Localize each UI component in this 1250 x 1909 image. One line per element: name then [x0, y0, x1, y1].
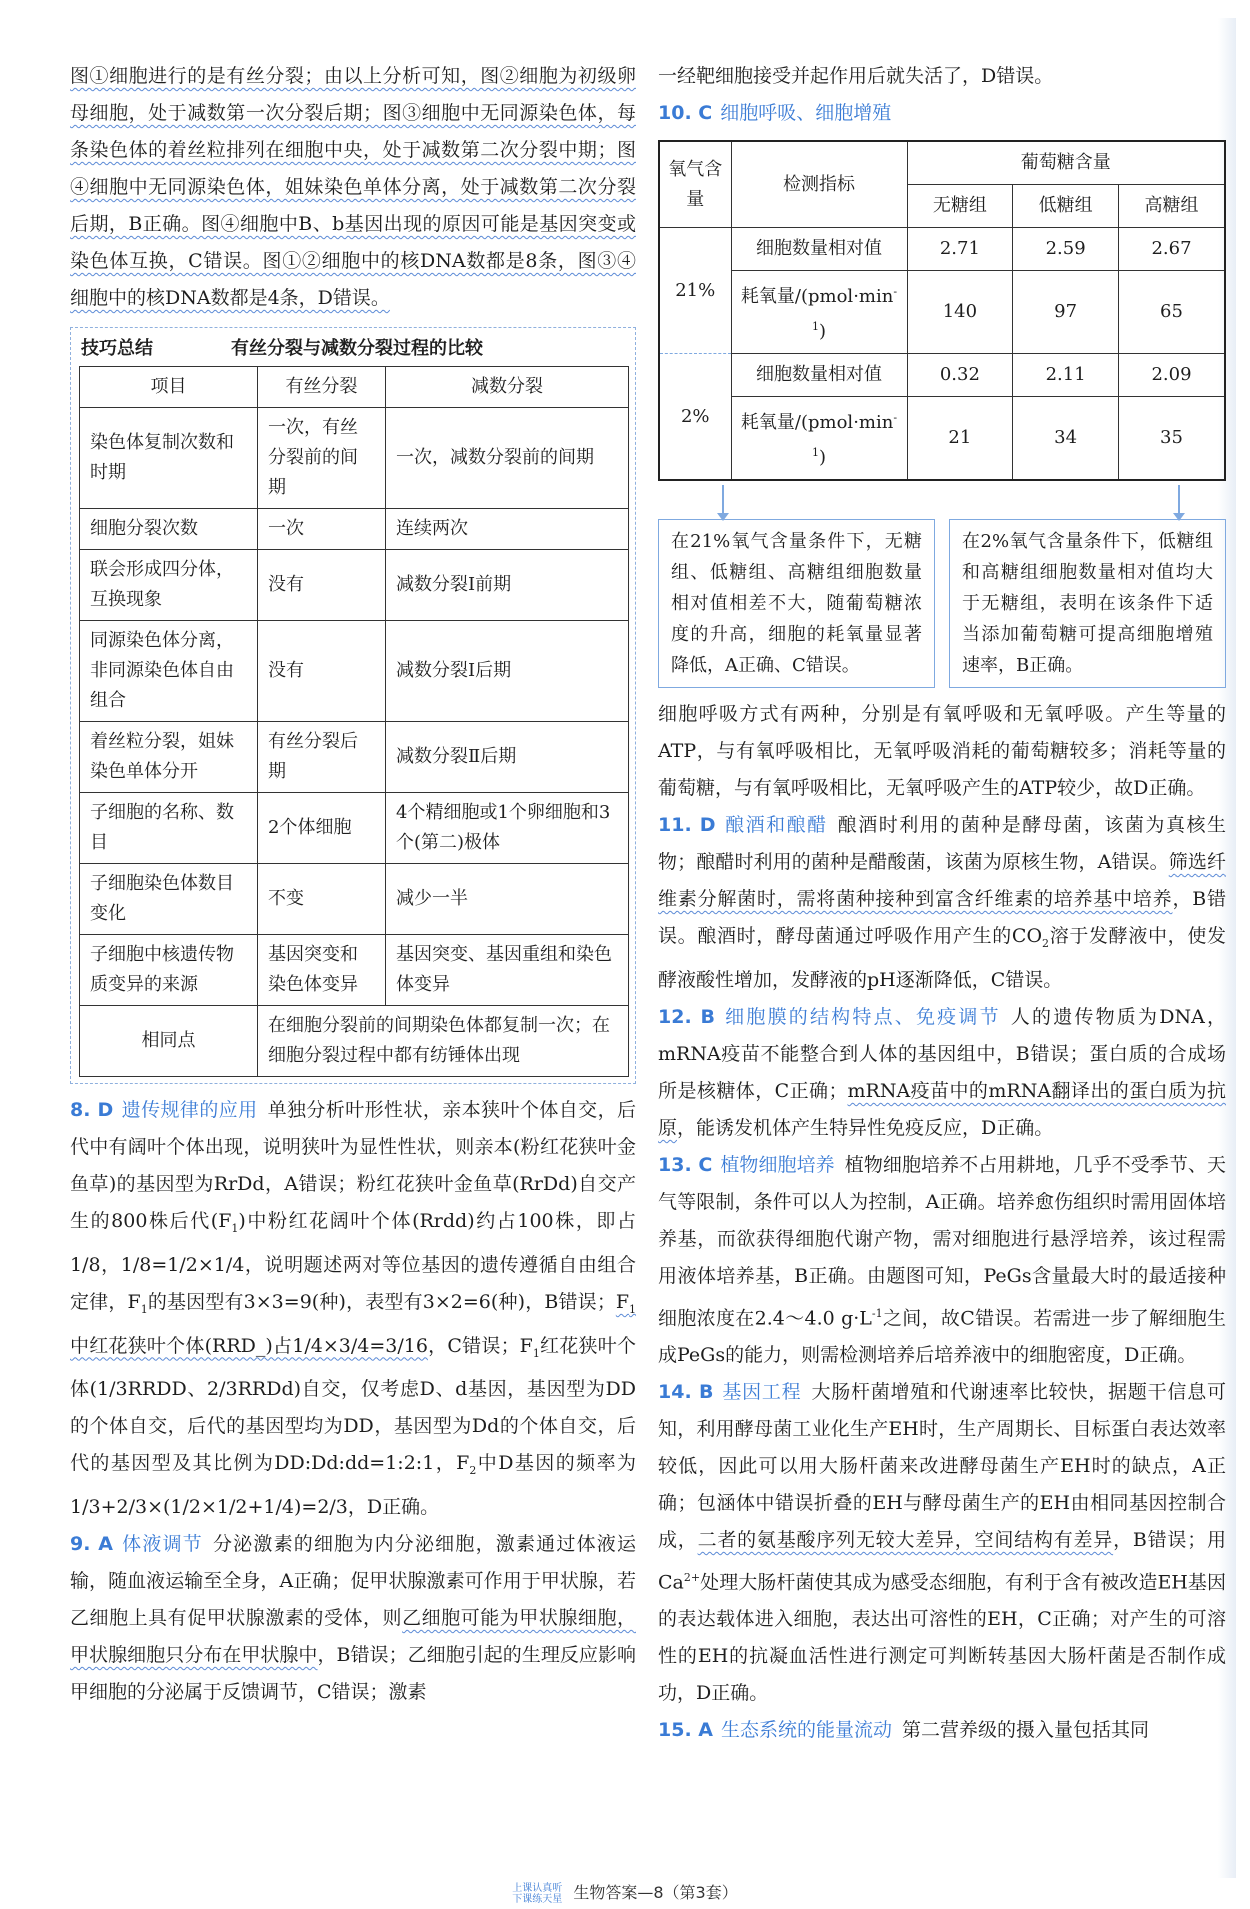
arrow-icon [1178, 485, 1180, 515]
table-row-same [80, 1006, 629, 1077]
table-cell: 子细胞的名称、数目 [80, 793, 258, 864]
metric-cell [731, 397, 907, 481]
q14-text: 大肠杆菌增殖和代谢速率比较快，据题干信息可知，利用酵母菌工业化生产EH时，生产周期长、目标蛋白表达效率较低，因此可以用大肠杆菌来改进酵母菌生产EH时的缺点，A正确；包涵体中错误折叠的EH与酵母菌生产的EH由相同基因控制合成， [658, 1381, 1226, 1552]
table-cell: 基因突变、基因重组和染色体变异 [386, 935, 629, 1006]
table-cell: 同源染色体分离，非同源染色体自由组合 [80, 621, 258, 722]
header-glucose: 葡萄糖含量 [907, 141, 1225, 185]
metric-cell: 细胞数量相对值 [731, 354, 907, 397]
table-cell: 一次，有丝分裂前的间期 [258, 408, 386, 509]
header-group: 无糖组 [907, 185, 1013, 228]
value-cell: 140 [907, 271, 1013, 354]
value-cell: 2.11 [1013, 354, 1119, 397]
q11-topic: 酿酒和酿醋 [723, 814, 828, 836]
q14-label: 14. B [658, 1381, 714, 1404]
q12-text: ，能诱发机体产生特异性免疫反应，D正确。 [677, 1116, 1054, 1139]
table-cell: 染色体复制次数和时期 [80, 408, 258, 509]
tips-box [70, 327, 636, 1084]
value-cell: 2.71 [907, 228, 1013, 271]
page-number: 生物答案—8（第3套） [573, 1883, 738, 1902]
table-cell: 减少一半 [386, 864, 629, 935]
q8-text: 红花狭叶个体(1/3RRDD、2/3RRDd)自交，仅考虑D、d基因，基因型为DD的个体自交，后代的基因型均为DD，基因型为Dd的个体自交，后代的基因型及其比例为DD:Dd:dd=1:2:1，F [70, 1334, 636, 1475]
header-item: 项目 [80, 367, 258, 408]
answer-q12 [658, 999, 1226, 1147]
q8-text: 中红花狭叶个体(RRD_)占1/4×3/4=3/16 [70, 1334, 428, 1357]
q10-label: 10. C [658, 102, 713, 124]
table-header-row [80, 367, 629, 408]
q8-sub: 1 [629, 1302, 637, 1316]
table-cell: 2个体细胞 [258, 793, 386, 864]
q15-text: 第二营养级的摄入量包括其同 [902, 1719, 1150, 1742]
table-cell: 联会形成四分体，互换现象 [80, 550, 258, 621]
q14-sup: 2+ [683, 1571, 701, 1585]
table-cell: 基因突变和染色体变异 [258, 935, 386, 1006]
value-cell: 2.09 [1118, 354, 1225, 397]
oxygen-cell: 2% [659, 354, 731, 481]
table-cell: 有丝分裂后期 [258, 722, 386, 793]
q15-topic: 生态系统的能量流动 [720, 1719, 892, 1742]
analysis-q7-text [70, 58, 636, 317]
q8-sub: 2 [469, 1464, 477, 1478]
q11-label: 11. D [658, 814, 716, 836]
table-cell: 连续两次 [386, 509, 629, 550]
header-index: 检测指标 [731, 141, 907, 228]
q8-sub: 1 [140, 1302, 148, 1316]
value-cell: 35 [1118, 397, 1225, 481]
table-cell: 没有 [258, 550, 386, 621]
tips-header [79, 332, 629, 366]
header-group: 高糖组 [1118, 185, 1225, 228]
table-cell: 子细胞中核遗传物质变异的来源 [80, 935, 258, 1006]
table-row [80, 722, 629, 793]
q14-text: 处理大肠杆菌使其成为感受态细胞，有利于含有被改造EH基因的表达载体进入细胞，表达出可溶性的EH，C正确；对产生的可溶性的EH的抗凝血活性进行测定可判断转基因大肠杆菌是否制作成功，D正确。 [658, 1571, 1226, 1705]
table-cell: 着丝粒分裂，姐妹染色单体分开 [80, 722, 258, 793]
value-cell: 0.32 [907, 354, 1013, 397]
table-cell: 减数分裂Ⅰ后期 [386, 621, 629, 722]
q12-topic: 细胞膜的结构特点、免疫调节 [722, 1005, 1001, 1028]
table-row [659, 271, 1225, 354]
table-row [80, 550, 629, 621]
q8-text: )中粉红花阔叶个体(Rrdd)约占100株，即占1/8，1/8=1/2×1/4，说明题述两对等位基因的遗传遵循自由组合定律，F [70, 1210, 636, 1313]
callout-2-percent: 在2%氧气含量条件下，低糖组和高糖组细胞数量相对值均大于无糖组，表明在该条件下适当添加葡萄糖可提高细胞增殖速率，B正确。 [949, 519, 1226, 688]
q9-continued: 一经靶细胞接受并起作用后就失活了，D错误。 [658, 65, 1054, 87]
answer-q9 [70, 1526, 636, 1711]
q11-sub: 2 [1042, 936, 1050, 950]
q8-text: F [615, 1290, 630, 1313]
answer-q15 [658, 1712, 1226, 1749]
table-row [80, 864, 629, 935]
value-cell: 97 [1013, 271, 1119, 354]
q8-text: 中D基因的频率为1/3+2/3×(1/2×1/2+1/4)=2/3，D正确。 [70, 1452, 636, 1519]
header-mitosis: 有丝分裂 [258, 367, 386, 408]
tips-title: 有丝分裂与减数分裂过程的比较 [231, 338, 483, 359]
q14-underlined: 二者的氨基酸序列无较大差异，空间结构有差异 [697, 1529, 1114, 1552]
table-row [659, 397, 1225, 481]
table-row [80, 621, 629, 722]
q14-topic: 基因工程 [721, 1381, 802, 1404]
header-meiosis: 减数分裂 [386, 367, 629, 408]
q13-topic: 植物细胞培养 [720, 1153, 835, 1176]
table-cell: 没有 [258, 621, 386, 722]
table-cell: 细胞分裂次数 [80, 509, 258, 550]
table-row [659, 354, 1225, 397]
same-label: 相同点 [80, 1006, 258, 1077]
table-cell: 子细胞染色体数目变化 [80, 864, 258, 935]
q13-label: 13. C [658, 1153, 713, 1176]
right-column [658, 58, 1226, 1749]
q13-text: 之间，故C错误。若需进一步了解细胞生成PeGs的能力，则需检测培养后培养液中的细胞密度，D正确。 [658, 1307, 1226, 1367]
q11-underlined: 筛选纤维素分解菌时，需将菌种接种到富含纤维素的培养基中培养 [658, 851, 1226, 910]
value-cell: 34 [1013, 397, 1119, 481]
same-text: 在细胞分裂前的间期染色体都复制一次；在细胞分裂过程中都有纺锤体出现 [258, 1006, 629, 1077]
logo-line: 上课认真听 [512, 1882, 563, 1894]
q8-sub: 1 [231, 1221, 239, 1235]
answer-q14 [658, 1374, 1226, 1712]
q13-sup: -1 [871, 1306, 883, 1320]
q14-text: ，B错误；用Ca [658, 1529, 1226, 1594]
tips-label: 技巧总结 [81, 338, 153, 359]
metric-sup: -1 [811, 285, 898, 333]
q15-label: 15. A [658, 1719, 713, 1742]
answer-q13 [658, 1147, 1226, 1374]
q7-text: 图①细胞进行的是有丝分裂；由以上分析可知，图②细胞为初级卵母细胞，处于减数第一次分裂后期；图③细胞中无同源染色体，每条染色体的着丝粒排列在细胞中央，处于减数第二次分裂中期；图④细胞中无同源染色体，姐妹染色单体分离，处于减数第二次分裂后期，B正确。图④细胞中B、b基因出现的原因可能是基因突变或染色体互换，C错误。图①②细胞中的核DNA数都是8条，图③④细胞中的核DNA数都是4条，D错误。 [70, 65, 636, 309]
metric-text: 耗氧量/(pmol·min [740, 286, 894, 307]
table-cell: 一次 [258, 509, 386, 550]
arrow-icon [722, 485, 724, 515]
table-header-row [659, 141, 1225, 185]
metric-text: 耗氧量/(pmol·min [740, 412, 894, 433]
table-cell: 减数分裂Ⅱ后期 [386, 722, 629, 793]
metric-sup: -1 [811, 411, 898, 459]
table-row [80, 935, 629, 1006]
table-cell: 减数分裂Ⅰ前期 [386, 550, 629, 621]
value-cell: 65 [1118, 271, 1225, 354]
q10-topic: 细胞呼吸、细胞增殖 [720, 102, 892, 124]
value-cell: 2.67 [1118, 228, 1225, 271]
metric-cell: 细胞数量相对值 [731, 228, 907, 271]
table-row [80, 408, 629, 509]
q9-label: 9. A [70, 1533, 113, 1556]
metric-text: ) [818, 447, 827, 468]
comparison-table [79, 366, 629, 1077]
footer-logo [512, 1883, 562, 1905]
table-row [659, 228, 1225, 271]
q9-underlined: 乙细胞可能为甲状腺细胞，甲状腺细胞只分布在甲状腺中 [70, 1607, 636, 1667]
header-group: 低糖组 [1013, 185, 1119, 228]
q12-text: 人的遗传物质为DNA，mRNA疫苗不能整合到人体的基因组中，B错误；蛋白质的合成场所是核糖体，C正确； [658, 1005, 1226, 1102]
q8-label: 8. D [70, 1099, 114, 1121]
value-cell: 2.59 [1013, 228, 1119, 271]
q9-text: ，B错误；乙细胞引起的生理反应影响甲细胞的分泌属于反馈调节，C错误；激素 [70, 1644, 636, 1704]
value-cell: 21 [907, 397, 1013, 481]
q12-underlined: mRNA疫苗中的mRNA翻译出的蛋白质为抗原 [658, 1079, 1226, 1139]
answer-q8 [70, 1092, 636, 1526]
table-row [80, 509, 629, 550]
callout-21-percent: 在21%氧气含量条件下，无糖组、低糖组、高糖组细胞数量相对值相差不大，随葡萄糖浓度的升高，细胞的耗氧量显著降低，A正确、C错误。 [658, 519, 935, 688]
experiment-table [658, 140, 1226, 481]
callout-row [658, 519, 1226, 688]
q13-text: 植物细胞培养不占用耕地，几乎不受季节、天气等限制，条件可以人为控制，A正确。培养愈伤组织时需用固体培养基，而欲获得细胞代谢产物，需对细胞进行悬浮培养，该过程需用液体培养基，B正确。由题图可知，PeGs含量最大时的最适接种细胞浓度在2.4～4.0 g·L [658, 1153, 1226, 1330]
q8-sub: 1 [532, 1346, 540, 1360]
q8-text: 单独分析叶形性状，亲本狭叶个体自交，后代中有阔叶个体出现，说明狭叶为显性性状，则亲本(粉红花狭叶金鱼草)的基因型为RrDd，A错误；粉红花狭叶金鱼草(RrDd)自交产生的800株后代(F [70, 1099, 636, 1232]
q11-text: ，B错误。酿酒时，酵母菌通过呼吸作用产生的CO [658, 888, 1226, 947]
page-footer [0, 1880, 1250, 1905]
table-row [80, 793, 629, 864]
q11-text: 酿酒时利用的菌种是酵母菌，该菌为真核生物；酿醋时利用的菌种是醋酸菌，该菌为原核生物，A错误。 [658, 814, 1226, 873]
table-cell: 不变 [258, 864, 386, 935]
q10-text: 细胞呼吸方式有两种，分别是有氧呼吸和无氧呼吸。产生等量的ATP，与有氧呼吸相比，无氧呼吸消耗的葡萄糖较多；消耗等量的葡萄糖，与有氧呼吸相比，无氧呼吸产生的ATP较少，故D正确。 [658, 703, 1226, 799]
left-column [70, 58, 636, 1711]
header-oxygen: 氧气含量 [659, 141, 731, 228]
table-cell: 4个精细胞或1个卵细胞和3个(第二)极体 [386, 793, 629, 864]
q12-label: 12. B [658, 1005, 715, 1028]
q8-text: 的基因型有3×3=9(种)，表型有3×2=6(种)，B错误； [147, 1290, 616, 1313]
q8-topic: 遗传规律的应用 [121, 1099, 258, 1121]
answer-q10-head [658, 95, 1226, 132]
q11-text: 溶于发酵液中，使发酵液酸性增加，发酵液的pH逐渐降低，C错误。 [658, 925, 1226, 991]
oxygen-cell: 21% [659, 228, 731, 354]
q8-text: ，C错误；F [427, 1334, 533, 1357]
q9-text: 分泌激素的细胞为内分泌细胞，激素通过体液运输，随血液运输至全身，A正确；促甲状腺激素可作用于甲状腺，若乙细胞上具有促甲状腺激素的受体，则 [70, 1533, 636, 1630]
metric-text: ) [818, 321, 827, 342]
q9-topic: 体液调节 [120, 1533, 203, 1556]
metric-cell [731, 271, 907, 354]
answer-q11 [658, 807, 1226, 999]
logo-line: 下课练天星 [512, 1893, 563, 1905]
table-cell: 一次，减数分裂前的间期 [386, 408, 629, 509]
